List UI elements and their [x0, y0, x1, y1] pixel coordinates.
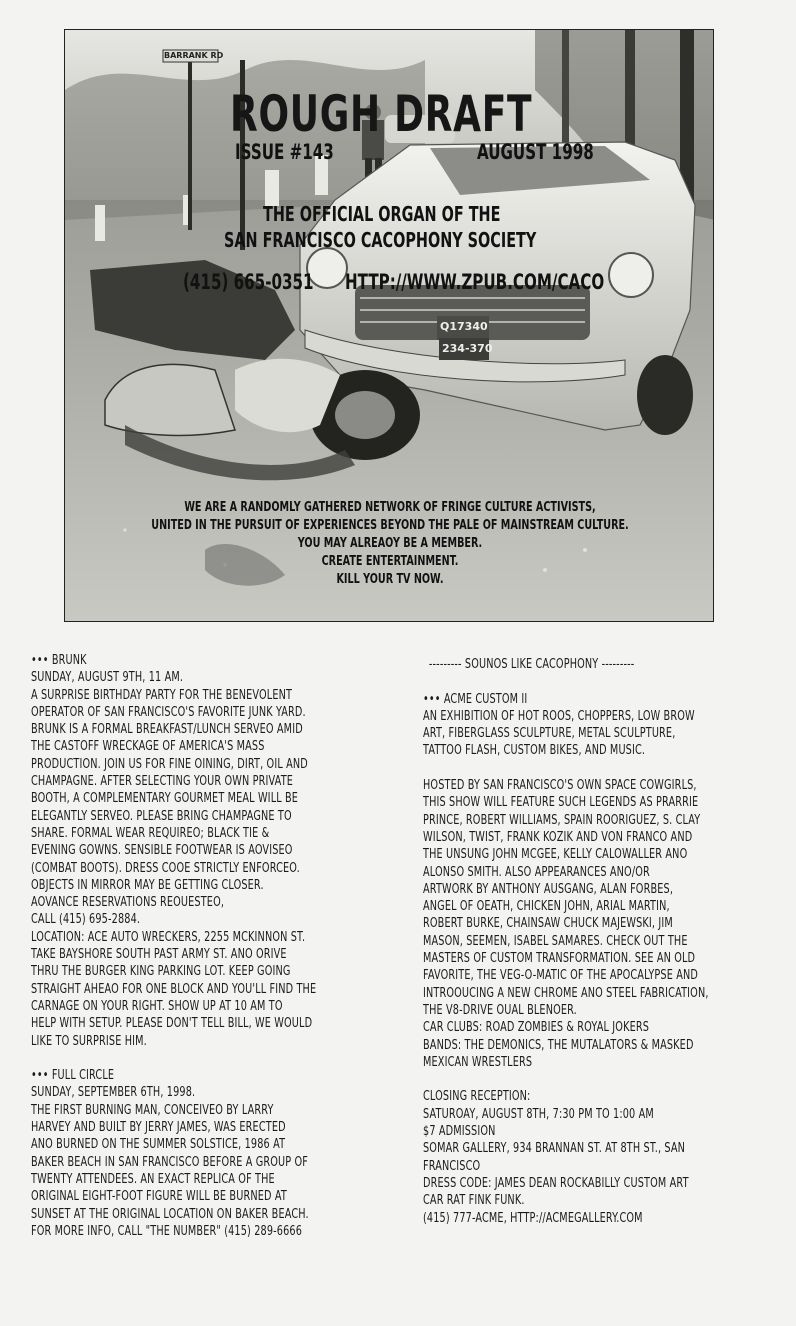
manifesto-line: WE ARE A RANDOMLY GATHERED NETWORK OF FRINGE CULTURE ACTIVISTS,	[184, 500, 596, 515]
issue-date: AUGUST 1998	[477, 140, 594, 164]
manifesto-line: KILL YOUR TV NOW.	[336, 572, 444, 587]
acme-intro: AN EXHIBITION OF HOT ROOS, CHOPPERS, LOW BROW ART, FIBERGLASS SCULPTURE, METAL SCULPTURE, TATTOO FLASH, CUSTOM BIKES, AND MUSIC.	[423, 708, 695, 759]
brunk-heading: ••• BRUNK	[31, 653, 87, 668]
brunk-body: A SURPRISE BIRTHDAY PARTY FOR THE BENEVOLENT OPERATOR OF SAN FRANCISCO'S FAVORITE JUNK YARD. BRUNK IS A FORMAL BREAKFAST/LUNCH SERVEO AMID THE CASTOFF WRECKAGE OF AMERICA'S MASS PRODUCTION. JOIN US FOR FINE OINING, DIRT, OIL AND CHAMPAGNE. AFTER SELECTING YOUR OWN PRIVATE BOOTH, A COMPLEMENTARY GOURMET MEAL WILL BE ELEGANTLY SERVEO. PLEASE BRING CHAMPAGNE TO SHARE. FORMAL WEAR REQUIREO; BLACK TIE & EVENING GOWNS. SENSIBLE FOOTWEAR IS AOVISEO (COMBAT BOOTS). DRESS COOE STRICTLY ENFORCEO. OBJECTS IN MIRROR MAY BE GETTING CLOSER. AOVANCE RESERVATIONS REOUESTEO, CALL (415) 695-2884. LOCATION: ACE AUTO WRECKERS, 2255 MCKINNON ST. TAKE BAYSHORE SOUTH PAST ARMY ST. ANO ORIVE THRU THE BURGER KING PARKING LOT. KEEP GOING STRAIGHT AHEAO FOR ONE BLOCK AND YOU'LL FIND THE CARNAGE ON YOUR RIGHT. SHOW UP AT 10 AM TO HELP WITH SETUP. PLEASE DON'T TELL BILL, WE WOULD LIKE TO SURPRISE HIM.	[31, 687, 317, 1049]
manifesto-line: UNITED IN THE PURSUIT OF EXPERIENCES BEYOND THE PALE OF MAINSTREAM CULTURE.	[151, 518, 629, 533]
left-column	[31, 652, 382, 1240]
full-circle-date: SUNDAY, SEPTEMBER 6TH, 1998.	[31, 1085, 196, 1101]
right-column	[423, 656, 777, 1227]
full-circle-heading: ••• FULL CIRCLE	[31, 1068, 115, 1084]
section-title: --------- SOUNOS LIKE CACOPHONY ---------	[428, 657, 635, 672]
organ-line-2: SAN FRANCISCO CACOPHONY SOCIETY	[224, 228, 537, 252]
manifesto-line: YOU MAY ALREAOY BE A MEMBER.	[297, 536, 483, 551]
acme-body: HOSTED BY SAN FRANCISCO'S OWN SPACE COWGIRLS, THIS SHOW WILL FEATURE SUCH LEGENDS AS PRARRIE PRINCE, ROBERT WILLIAMS, SPAIN ROORIGUEZ, S. CLAY WILSON, TWIST, FRANK KOZIK AND VON FRANCO AND THE UNSUNG JOHN MCGEE, KELLY CALOWALLER ANO ALONSO SMITH. ALSO APPEARANCES ANO/OR ARTWORK BY ANTHONY AUSGANG, ALAN FORBES, ANGEL OF OEATH, CHICKEN JOHN, ARIAL MARTIN, ROBERT BURKE, CHAINSAW CHUCK MAJEWSKI, JIM MASON, SEEMEN, ISABEL SAMARES. CHECK OUT THE MASTERS OF CUSTOM TRANSFORMATION. SEE AN OLD FAVORITE, THE VEG-O-MATIC OF THE APOCALYPSE AND INTROOUCING A NEW CHROME ANO STEEL FABRICATION, THE V8-DRIVE OUAL BLENOER. CAR CLUBS: ROAD ZOMBIES & ROYAL JOKERS BANDS: THE DEMONICS, THE MUTALATORS & MASKED MEXICAN WRESTLERS	[423, 778, 709, 1070]
cover-photo-box	[64, 29, 714, 622]
masthead-title: ROUGH DRAFT	[230, 85, 533, 143]
organ-line-1: THE OFFICIAL ORGAN OF THE	[263, 202, 501, 226]
street-sign-text: BARRANK RD	[164, 51, 224, 60]
acme-heading: ••• ACME CUSTOM II	[423, 691, 528, 707]
license-plate-bottom: 234-370	[442, 342, 493, 355]
full-circle-body: THE FIRST BURNING MAN, CONCEIVEO BY LARRY HARVEY AND BUILT BY JERRY JAMES, WAS ERECTED ANO BURNED ON THE SUMMER SOLSTICE, 1986 AT BAKER BEACH IN SAN FRANCISCO BEFORE A GROUP OF TWENTY ATTENDEES. AN EXACT REPLICA OF THE ORIGINAL EIGHT-FOOT FIGURE WILL BE BURNED AT SUNSET AT THE ORIGINAL LOCATION ON BAKER BEACH. FOR MORE INFO, CALL "THE NUMBER" (415) 289-6666	[31, 1102, 309, 1239]
manifesto-line: CREATE ENTERTAINMENT.	[321, 554, 459, 569]
license-plate-top: Q17340	[440, 320, 488, 333]
website-url: HTTP://WWW.ZPUB.COM/CACO	[345, 270, 605, 294]
brunk-date: SUNDAY, AUGUST 9TH, 11 AM.	[31, 670, 184, 686]
acme-closing: CLOSING RECEPTION: SATUROAY, AUGUST 8TH, 7:30 PM TO 1:00 AM $7 ADMISSION SOMAR GALLERY, 934 BRANNAN ST. AT 8TH ST., SAN FRANCISCO DRESS CODE: JAMES DEAN ROCKABILLY CUSTOM ART CAR RAT FINK FUNK. (415) 777-ACME, HTTP://ACMEGALLERY.COM	[423, 1089, 689, 1226]
issue-number: ISSUE #143	[235, 140, 334, 164]
phone-number: (415) 665-0351	[183, 270, 314, 294]
